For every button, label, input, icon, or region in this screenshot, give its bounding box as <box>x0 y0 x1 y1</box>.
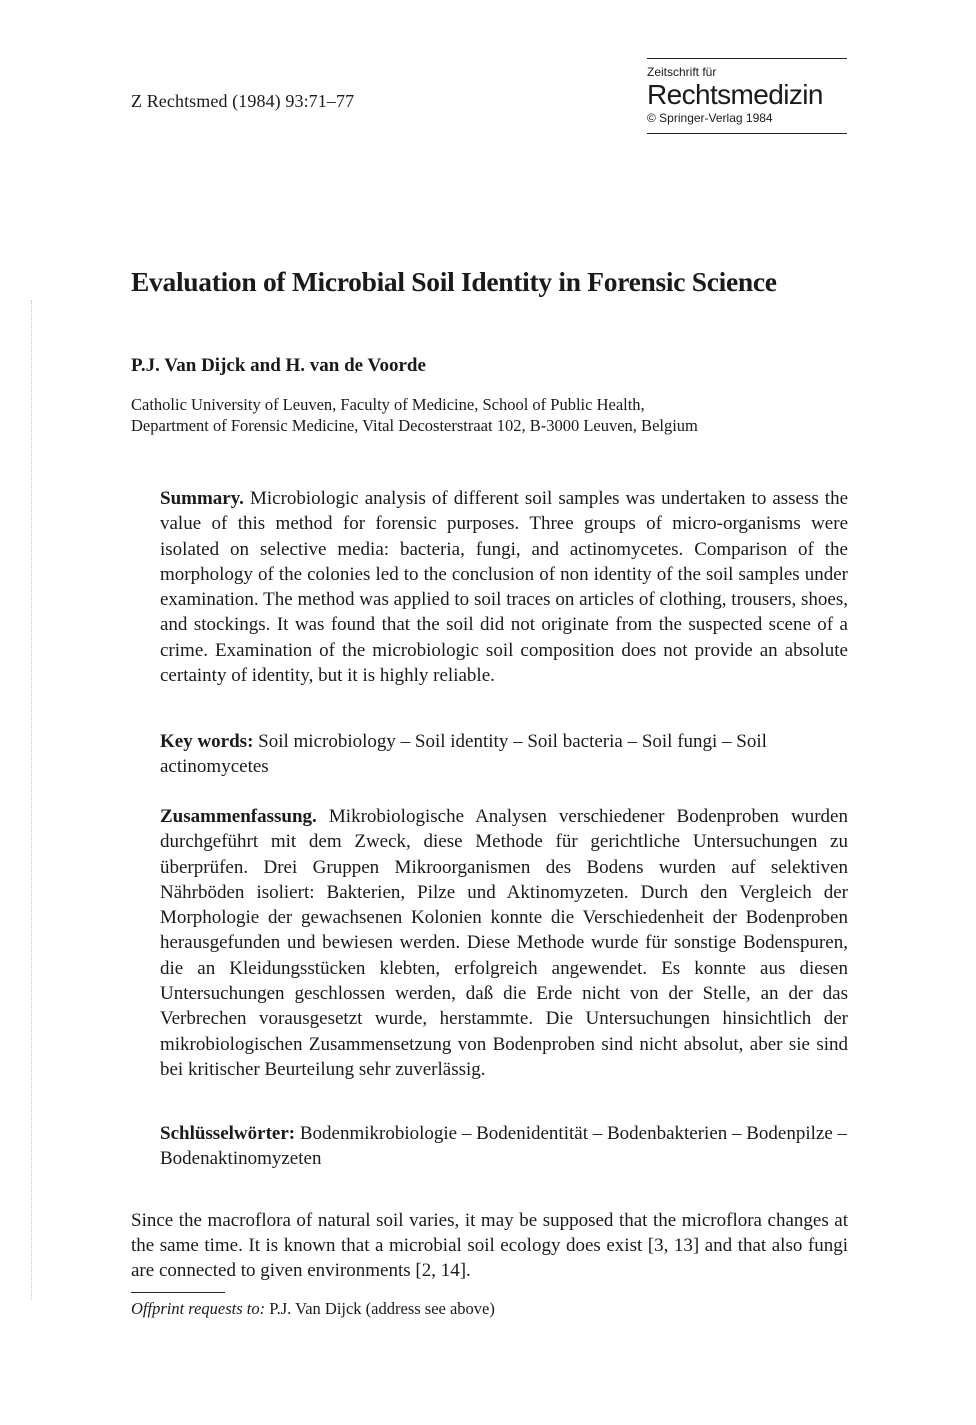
footnote-text: P.J. Van Dijck (address see above) <box>269 1299 495 1318</box>
keywords-text: Soil microbiology – Soil identity – Soil bacteria – Soil fungi – Soil actinomycetes <box>160 731 767 778</box>
journal-label: Zeitschrift für <box>647 65 717 79</box>
summary-text: Microbiologic analysis of different soil samples was undertaken to assess the value of this method for forensic purposes. Three groups of micro-organisms were isolated on selective media: bacteria, fungi, and actinomycetes. Comparison of the morphology of the colonies led to the conclusion of non identity of the soil samples under examination. The method was applied to soil traces on articles of clothing, trousers, shoes, and stockings. It was found that the soil did not originate from the suspected scene of a crime. Examination of the microbiologic soil composition does not provide an absolute certainty of identity, but it is highly reliable. <box>160 488 849 687</box>
schluesselwoerter-section <box>160 1121 848 1172</box>
journal-name: Rechtsmedizin <box>647 79 823 110</box>
zusammenfassung-text: Mikrobiologische Analysen verschiedener Bodenproben wurden durchgeführt mit dem Zweck, diese Methode für gerichtliche Untersuchungen zu überprüfen. Drei Gruppen Mikroorganismen des Bodens wurden auf selektiven Nährböden isoliert: Bakterien, Pilze und Aktinomyzeten. Durch den Vergleich der Morphologie der gewachsenen Kolonien konnte die Verschiedenheit der Bodenproben herausgefunden und bewiesen werden. Diese Methode wurde für sonstige Bodenspuren, die an Kleidungsstücken klebten, erfolgreich angewendet. Es konnte aus diesen Untersuchungen geschlossen werden, daß die Erde nicht von der Stelle, an der das Verbrechen vorausgesetzt wurde, herstammte. Die Untersuchungen hinsichtlich der mikrobiologischen Zusammensetzung von Bodenproben sind nicht absolut, aber sie sind bei kritischer Beurteilung sehr zuverlässig. <box>160 806 848 1080</box>
footnote-rule <box>131 1292 225 1293</box>
body-paragraph: Since the macroflora of natural soil varies, it may be supposed that the microflora changes at the same time. It is known that a microbial soil ecology does exist [3, 13] and that also fungi are connected to given environments [2, 14]. <box>131 1210 848 1281</box>
article-title: Evaluation of Microbial Soil Identity in Forensic Science <box>131 266 777 297</box>
summary-label: Summary. <box>160 488 244 509</box>
footnote-label: Offprint requests to: <box>131 1299 266 1318</box>
keywords-section <box>160 729 848 780</box>
masthead-bottom-rule <box>647 133 847 134</box>
schluesselwoerter-text: Bodenmikrobiologie – Bodenidentität – Bodenbakterien – Bodenpilze – Bodenaktinomyzeten <box>160 1123 848 1170</box>
copyright-notice: © Springer-Verlag 1984 <box>647 111 773 125</box>
zusammenfassung-label: Zusammenfassung. <box>160 806 317 827</box>
summary-section <box>160 486 848 688</box>
article-authors: P.J. Van Dijck and H. van de Voorde <box>131 355 426 376</box>
journal-masthead <box>647 58 847 134</box>
scan-margin-artifact <box>31 300 32 1300</box>
schluesselwoerter-label: Schlüsselwörter: <box>160 1123 296 1144</box>
affiliation <box>131 394 871 436</box>
affiliation-line: Department of Forensic Medicine, Vital Decosterstraat 102, B-3000 Leuven, Belgium <box>131 416 698 435</box>
zusammenfassung-section <box>160 804 848 1082</box>
masthead-top-rule <box>647 58 847 59</box>
journal-citation: Z Rechtsmed (1984) 93:71–77 <box>131 91 355 111</box>
keywords-label: Key words: <box>160 731 254 752</box>
footnote <box>131 1298 495 1319</box>
affiliation-line: Catholic University of Leuven, Faculty of Medicine, School of Public Health, <box>131 395 645 414</box>
